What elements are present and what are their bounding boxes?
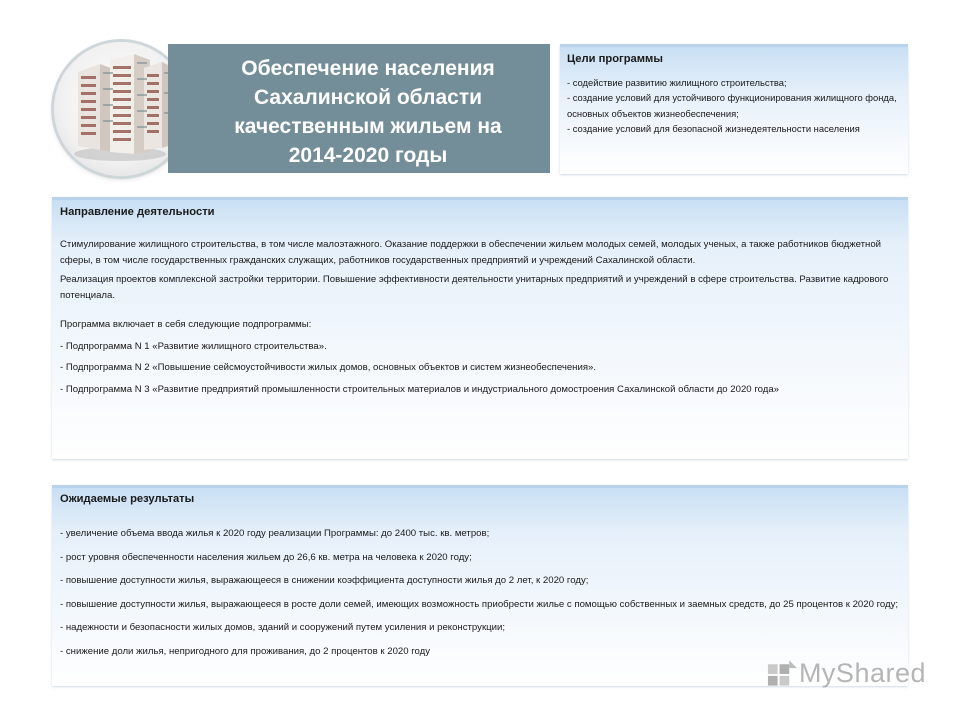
goal-item: - содействие развитию жилищного строительства; [567, 77, 787, 88]
direction-panel [52, 197, 908, 459]
subprogram-item: - Подпрограмма N 1 «Развитие жилищного строительства». [60, 340, 327, 352]
result-item: - надежности и безопасности жилых домов, зданий и сооружений путем усиления и реконструкции; [60, 622, 506, 633]
myshared-logo-icon [766, 656, 799, 690]
goal-item: - создание условий для безопасной жизнедеятельности населения [567, 123, 860, 135]
watermark [766, 654, 926, 692]
result-item: - рост уровня обеспеченности населения жильем до 26,6 кв. метра на человека к 2020 году; [60, 551, 472, 563]
subprogram-item: - Подпрограмма N 2 «Повышение сейсмоустойчивости жилых домов, основных объектов и систем жизнеобеспечения». [60, 362, 597, 373]
results-heading: Ожидаемые результаты [60, 493, 195, 505]
result-item: - увеличение объема ввода жилья к 2020 году реализации Программы: до 2400 тыс. кв. метров; [60, 528, 490, 539]
direction-paragraph: Стимулирование жилищного строительства, в том числе малоэтажного. Оказание поддержки в обеспечении жильем молодых семей, молодых ученых, а также работников бюджетной сферы, в том числе государственных гражданских служащих, работников государственных предприятий и учреждений Сахалинской области. [60, 239, 882, 266]
result-item: - снижение доли жилья, непригодного для проживания, до 2 процентов к 2020 году [60, 645, 431, 657]
result-item: - повышение доступности жилья, выражающееся в снижении коэффициента доступности жилья до 2 лет, к 2020 году; [60, 575, 589, 586]
direction-paragraph: Реализация проектов комплексной застройки территории. Повышение эффективности деятельности унитарных предприятий и учреждений в сфере строительства. Развитие кадрового потенциала. [60, 274, 889, 301]
page-title: Обеспечение населения Сахалинской области качественным жильем на 2014-2020 годы [234, 56, 502, 167]
result-item: - повышение доступности жилья, выражающееся в росте доли семей, имеющих возможность приобрести жилье с помощью собственных и заемных средств, до 25 процентов к 2020 году; [60, 598, 899, 610]
direction-heading: Направление деятельности [60, 206, 215, 218]
title-banner [168, 44, 550, 173]
goal-item: - создание условий для устойчивого функционирования жилищного фонда, основных объектов жизнеобеспечения; [567, 92, 897, 119]
subprogram-item: - Подпрограмма N 3 «Развитие предприятий промышленности строительных материалов и индустриального домостроения Сахалинской области до 2020 года» [60, 383, 779, 395]
subprograms-intro: Программа включает в себя следующие подпрограммы: [60, 319, 312, 330]
watermark-text: MyShared [798, 657, 926, 688]
goals-heading: Цели программы [567, 53, 663, 65]
goals-panel [560, 44, 908, 174]
